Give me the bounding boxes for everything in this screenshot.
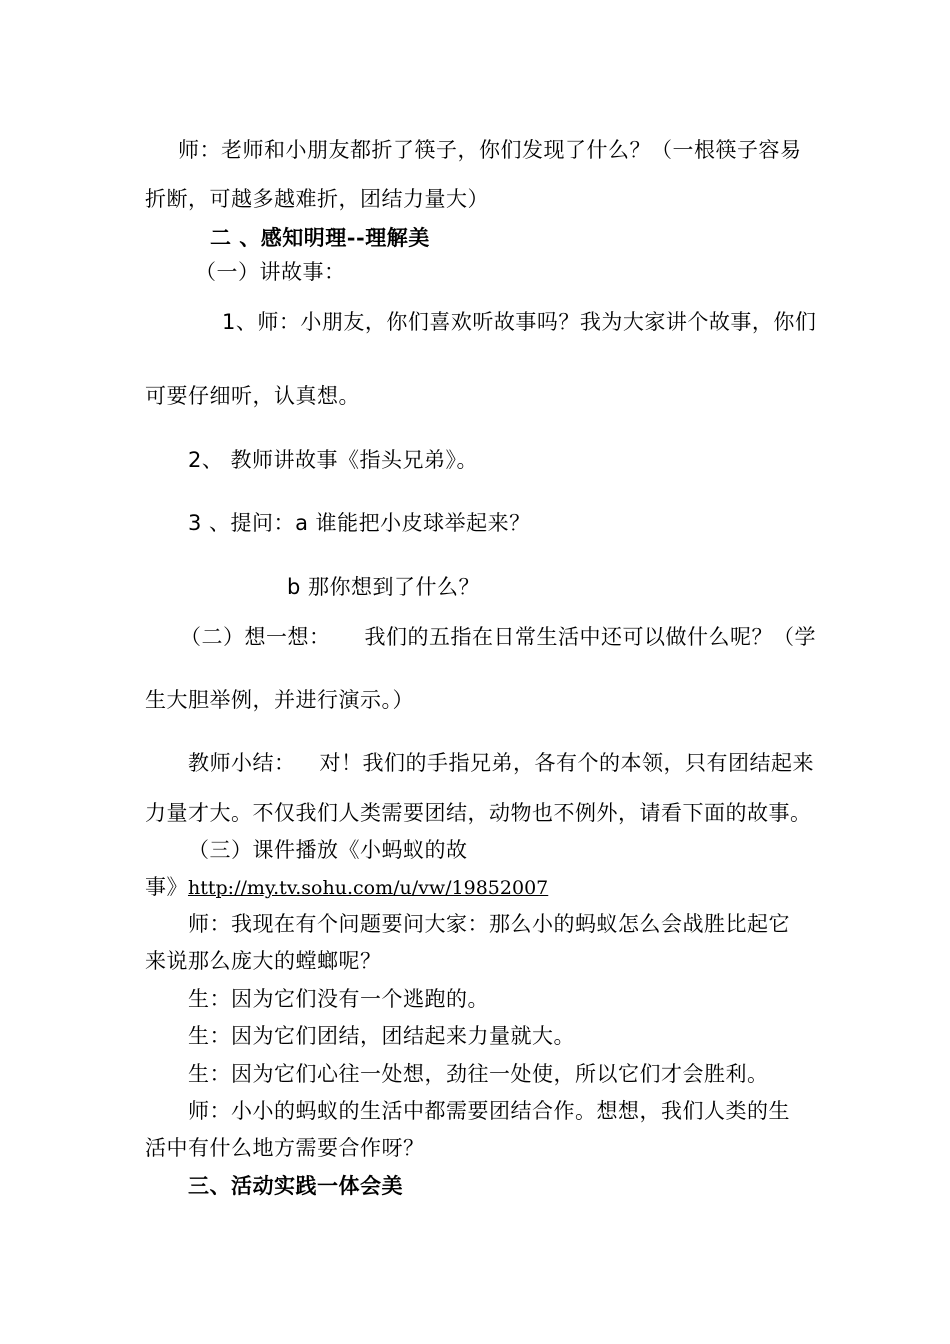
list-number: 2	[188, 448, 202, 472]
option-letter: b	[287, 575, 301, 599]
paragraph-line: 力量才大。不仅我们人类需要团结，动物也不例外，请看下面的故事。	[145, 801, 812, 825]
subsection-heading: （一）讲故事：	[195, 260, 346, 284]
paragraph-line	[145, 873, 548, 902]
paragraph-line: 可要仔细听，认真想。	[145, 384, 360, 408]
paragraph-line: 师：我现在有个问题要问大家：那么小的蚂蚁怎么会战胜比起它	[188, 912, 790, 936]
paragraph-line	[188, 749, 814, 777]
question-text: 那你想到了什么？	[300, 575, 481, 599]
summary-label: 教师小结：	[188, 751, 296, 775]
paragraph-line: 师：小小的蚂蚁的生活中都需要团结合作。想想，我们人类的生	[188, 1099, 790, 1123]
paragraph-line	[287, 573, 480, 601]
section-heading: 三、活动实践一体会美	[188, 1173, 403, 1198]
list-item-text: 、提问：	[201, 511, 296, 535]
list-number: 3	[188, 511, 202, 535]
paragraph-line: 来说那么庞大的螳螂呢？	[145, 949, 382, 973]
paragraph-line	[188, 446, 478, 474]
paragraph-line: 折断，可越多越难折，团结力量大）	[145, 187, 489, 211]
paragraph-line	[222, 308, 816, 336]
list-number: 1	[222, 310, 236, 334]
paragraph-line: 师：老师和小朋友都折了筷子，你们发现了什么？（一根筷子容易	[178, 138, 802, 162]
paragraph-line: 生大胆举例，并进行演示。）	[145, 688, 414, 712]
paragraph-text: 我们的五指在日常生活中还可以做什么呢？（学	[364, 625, 816, 649]
paragraph-text: 事》	[145, 875, 188, 899]
paragraph-line: 生：因为它们心往一处想，劲往一处使，所以它们才会胜利。	[188, 1062, 769, 1086]
subsection-heading: （二）想一想：	[180, 625, 331, 649]
question-text: 谁能把小皮球举起来？	[308, 511, 531, 535]
paragraph-line: 活中有什么地方需要合作呀？	[145, 1136, 425, 1160]
option-letter: a	[295, 511, 309, 535]
section-heading: 二 、感知明理--理解美	[210, 225, 430, 250]
paragraph-line	[180, 623, 816, 651]
paragraph-line: 生：因为它们团结，团结起来力量就大。	[188, 1024, 575, 1048]
list-item-text: 、 教师讲故事《指头兄弟》。	[201, 448, 479, 472]
list-item-text: 、师：小朋友，你们喜欢听故事吗？我为大家讲个故事，你们	[235, 310, 817, 334]
paragraph-line: 生：因为它们没有一个逃跑的。	[188, 987, 489, 1011]
video-link[interactable]: http://my.tv.sohu.com/u/vw/19852007	[188, 877, 549, 899]
paragraph-line	[188, 509, 531, 537]
subsection-heading: （三）课件播放《小蚂蚁的故	[188, 838, 468, 862]
paragraph-text: 对！我们的手指兄弟，各有个的本领，只有团结起来	[319, 751, 814, 775]
